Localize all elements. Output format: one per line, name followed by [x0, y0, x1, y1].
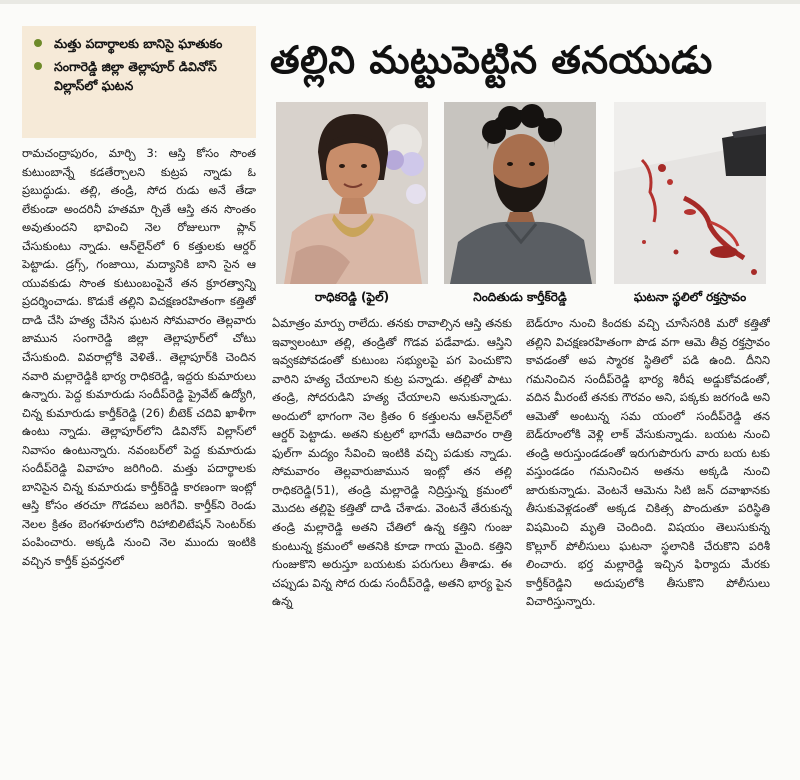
highlight-item: మత్తు పదార్థాలకు బానిసై ఘాతుకం [32, 34, 248, 53]
woman-portrait-image [276, 102, 428, 284]
article-column-3 [526, 314, 770, 776]
photo-crime-scene [614, 102, 766, 284]
highlights-box [22, 26, 256, 138]
highlight-item: సంగారెడ్డి జిల్లా తెల్లాపూర్ డివినోస్ విల్లాస్‌లో ఘటన [32, 57, 248, 95]
column-text: ఏమాత్రం మార్పు రాలేదు. తనకు రావాల్సిన ఆస్తి తనకు ఇవ్వాలంటూ తల్లి, తండ్రితో గొడవ పడేవాడు. ఆస్తిని ఇవ్వకపోవడంతో కుటుంబ సభ్యులపై పగ పెంచుకొని వారిని హత్య చేయాలని కుట్ర పన్నాడు. తల్లితో పాటు తండ్రి, సోదరుడిని హత్య చేయాలని అనుకున్నాడు. అందులో భాగంగా నెల క్రితం 6 కత్తులను ఆన్‌లైన్‌లో ఆర్డర్ పెట్టాడు. అతని కుట్రలో భాగమే ఆదివారం రాత్రి ఫుల్‌గా మద్యం సేవించి ఇంటికి వచ్చి పడుకు న్నాడు. సోమవారం తెల్లవారుజామున ఇంట్లో తన తల్లి రాధికరెడ్డి(51), తండ్రి మల్లారెడ్డి నిద్రిస్తున్న క్రమంలో మొదట తల్లిపై కత్తితో దాడి చేశాడు. వెంటనే తేరుకున్న తండ్రి మల్లారెడ్డి అతని చేతిలో ఉన్న కత్తిని గుంజు కుంటున్న క్రమంలో అతనికి కూడా గాయ మైంది. కత్తిని గుంజుకొని అరుస్తూ బయటకు పరుగులు తీశాడు. ఈ చప్పుడు విన్న సోద రుడు సందీప్‌రెడ్డి, అతని భార్య పైన ఉన్న [272, 316, 512, 609]
photo-caption: నిందితుడు కార్తీక్‌రెడ్డి [473, 290, 567, 304]
article-column-1 [22, 144, 256, 776]
photo-karthik [444, 102, 596, 284]
article-column-2 [272, 314, 512, 776]
man-portrait-image [444, 102, 596, 284]
article-headline: తల్లిని మట్టుపెట్టిన తనయుడు [270, 38, 713, 82]
column-text: రామచంద్రాపురం, మార్చి 3: ఆస్తి కోసం సొంత కుటుంబాన్నే కడతేర్చాలని కుట్రప న్నాడు ఓ ప్రబుద్ధుడు. తల్లి, తండ్రి, సోద రుడు అనే తేడా లేకుండా అందరినీ హతమా ర్చితే ఆస్తి తన సొంతం అవుతుందని భావించి నెల రోజులుగా ప్లాన్ చేసుకుంటు న్నాడు. ఆన్‌లైన్‌లో 6 కత్తులకు ఆర్డర్ పెట్టాడు. డ్రగ్స్, గంజాయి, మద్యానికి బాని సైన ఆ యువకుడు సొంత కుటుంబంపైనే తన క్రూరత్వాన్ని ప్రదర్శించాడు. కొడుకే తల్లిని విచక్షణరహితంగా కత్తితో దాడి చేసి హత్య చేసిన ఘటన సోమవారం తెల్లవారు జామున సంగారెడ్డి జిల్లా తెల్లాపూర్‌లో చోటు చేసుకుంది. వివరాల్లోకి వెళితే.. తెల్లాపూర్‌కి చెందిన నవారి మల్లారెడ్డికి భార్య రాధికరెడ్డి, ఇద్దరు కుమారులు ఉన్నారు. పెద్ద కుమారుడు సందీప్‌రెడ్డి ప్రైవేట్ ఉద్యోగి, చిన్న కుమారుడు కార్తీక్‌రెడ్డి (26) బీటెక్ చదివి ఖాళీగా ఉంటు న్నాడు. తెల్లాపూర్‌లోని డివినోస్ విల్లాస్‌లో నివాసం ఉంటున్నారు. నవంబర్‌లో పెద్ద కుమారుడు సందీప్‌రెడ్డి వివాహం జరిగింది. మత్తు పదార్థాలకు బానిసైన చిన్న కుమారుడు కార్తీక్‌రెడ్డి కారణంగా ఇంట్లో ఆస్తి కోసం తరచూ గొడవలు జరిగేవి. కార్తీక్‌ని రెండు నెలల క్రితం బెంగళూరులోని రిహాబిలిటేషన్ సెంటర్‌కు పంపించారు. అక్కడి నుంచి నెల ముందు ఇంటికి వచ్చిన కార్తీక్ ప్రవర్తనలో [22, 146, 256, 569]
top-rule [0, 0, 800, 4]
column-text: బెడ్‌రూం నుంచి కిందకు వచ్చి చూసేసరికి మరో కత్తితో తల్లిని విచక్షణరహితంగా పొడ వగా ఆమె తీవ్ర రక్తస్రావం కావడంతో అప స్మారక స్థితిలో పడి ఉంది. దీనిని గమనించిన సందీప్‌రెడ్డి భార్య శిరీష అడ్డుకోవడంతో, వదిన మీరంటే తనకు గౌరవం అని, పక్కకు జరగండి అని ఆమెతో అంటున్న సమ యంలో సందీప్‌రెడ్డి తన బెడ్‌రూంలోకి వెళ్లి లాక్ వేసుకున్నాడు. బయట నుంచి తండ్రి అరుస్తుండడంతో ఇరుగుపొరుగు వారు బయ టకు వస్తుండడం గమనించిన అతను అక్కడి నుంచి జారుకున్నాడు. వెంటనే ఆమెను సిటి జన్ దవాఖానకు తీసుకువెళ్లడంతో అక్కడ చికిత్స పొందుతూ పరిస్థితి విషమించి మృతి చెందింది. విషయం తెలుసుకున్న కొల్లూర్ పోలీసులు ఘటనా స్థలానికి చేరుకొని పరిశీ లించారు. భర్త మల్లారెడ్డి ఇచ్చిన ఫిర్యాదు మేరకు కార్తీక్‌రెడ్డిని అదుపులోకి తీసుకొని పోలీసులు విచారిస్తున్నారు. [526, 316, 770, 609]
photo-radhika [276, 102, 428, 284]
blood-stain-image [614, 102, 766, 284]
photo-caption: రాధికరెడ్డి (ఫైల్) [314, 290, 390, 304]
photo-caption: ఘటనా స్థలిలో రక్తస్రావం [633, 290, 747, 304]
